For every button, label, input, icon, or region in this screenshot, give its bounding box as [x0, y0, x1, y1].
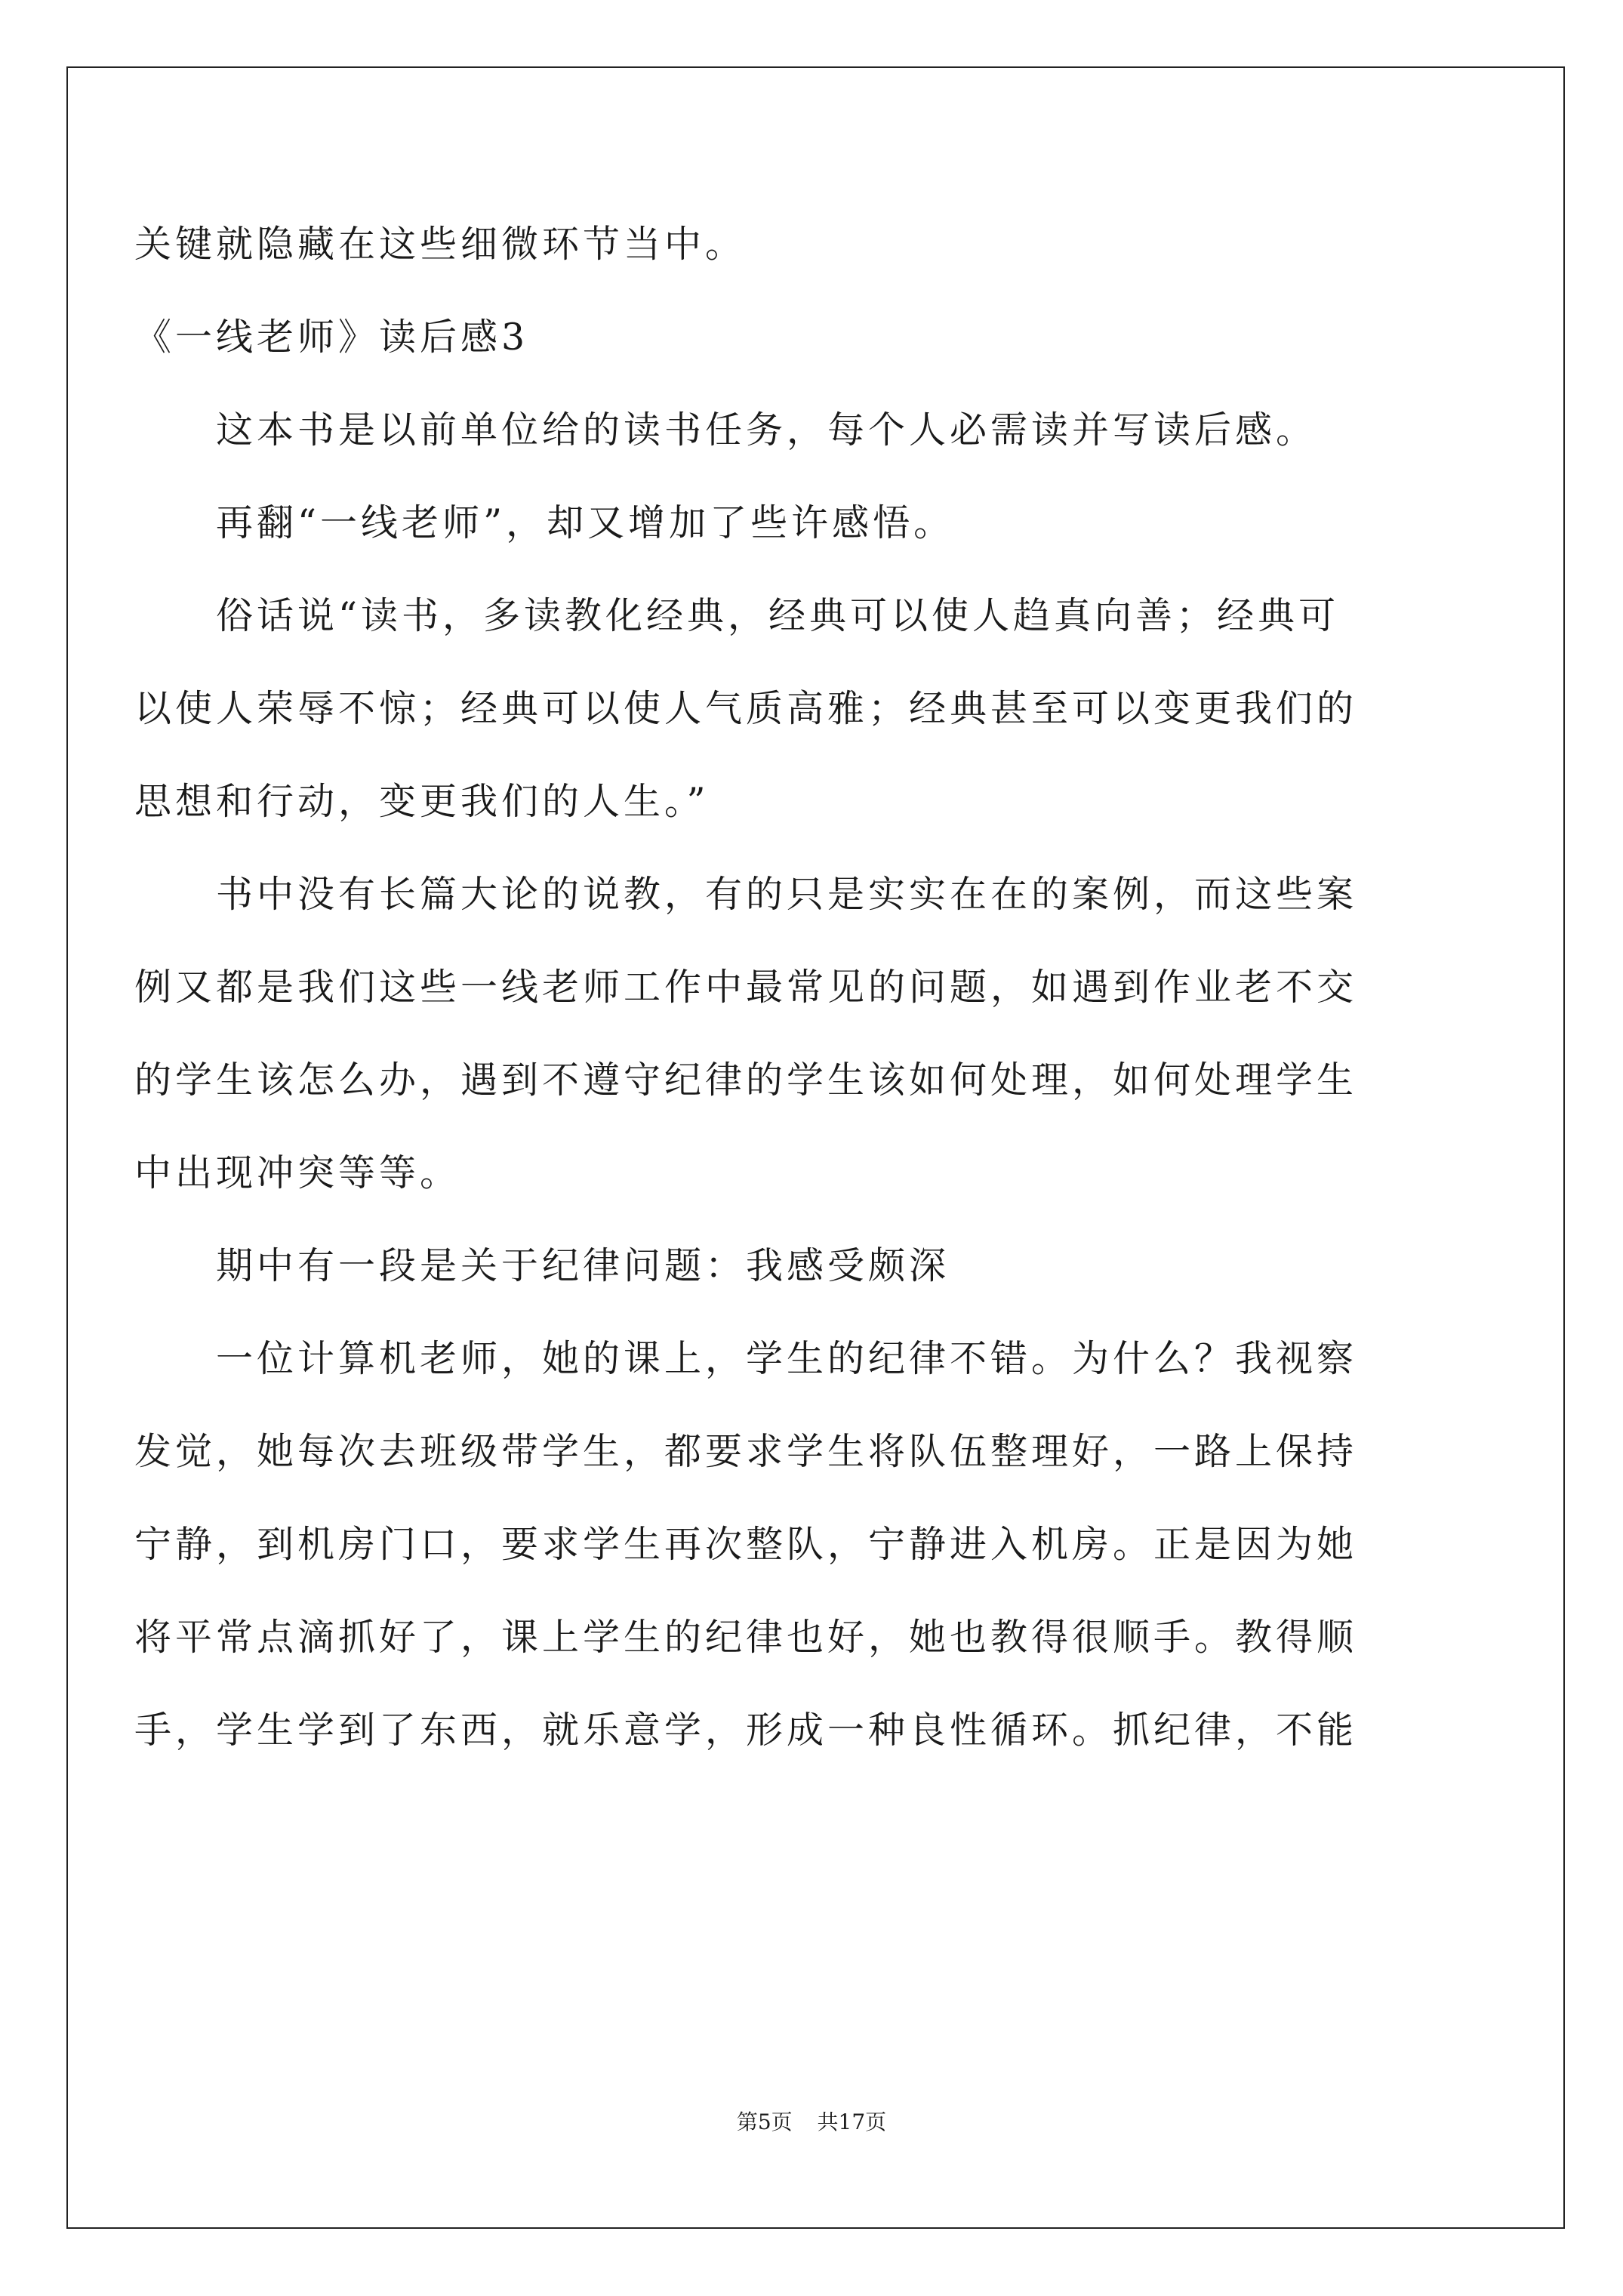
text-line: 手，学生学到了东西，就乐意学，形成一种良性循环。抓纪律，不能 — [134, 1709, 1358, 1752]
text-line: 宁静，到机房门口，要求学生再次整队，宁静进入机房。正是因为她 — [134, 1523, 1358, 1566]
text-line: 发觉，她每次去班级带学生，都要求学生将队伍整理好，一路上保持 — [134, 1430, 1358, 1473]
page-number: 第5页 — [736, 2110, 793, 2134]
text-line: 再翻“一线老师”，却又增加了些许感悟。 — [216, 501, 955, 544]
text-line: 中出现冲突等等。 — [134, 1151, 461, 1194]
text-line: 一位计算机老师，她的课上，学生的纪律不错。为什么？我视察 — [216, 1337, 1358, 1380]
text-line: 书中没有长篇大论的说教，有的只是实实在在的案例，而这些案 — [216, 873, 1358, 916]
text-line: 俗话说“读书，多读教化经典，经典可以使人趋真向善；经典可 — [216, 594, 1340, 637]
text-line: 例又都是我们这些一线老师工作中最常见的问题，如遇到作业老不交 — [134, 966, 1358, 1009]
text-line: 将平常点滴抓好了，课上学生的纪律也好，她也教得很顺手。教得顺 — [134, 1616, 1358, 1659]
text-line: 以使人荣辱不惊；经典可以使人气质高雅；经典甚至可以变更我们的 — [134, 687, 1358, 730]
text-line: 这本书是以前单位给的读书任务，每个人必需读并写读后感。 — [216, 408, 1317, 451]
section-heading: 《一线老师》读后感3 — [134, 316, 529, 359]
page-footer — [0, 2107, 1623, 2137]
text-line: 关键就隐藏在这些细微环节当中。 — [134, 223, 747, 266]
page-total: 共17页 — [817, 2110, 887, 2134]
text-line: 期中有一段是关于纪律问题：我感受颇深 — [216, 1244, 950, 1287]
text-line: 的学生该怎么办，遇到不遵守纪律的学生该如何处理，如何处理学生 — [134, 1059, 1358, 1102]
text-line: 思想和行动，变更我们的人生。” — [134, 780, 710, 823]
document-body — [134, 198, 1433, 1777]
